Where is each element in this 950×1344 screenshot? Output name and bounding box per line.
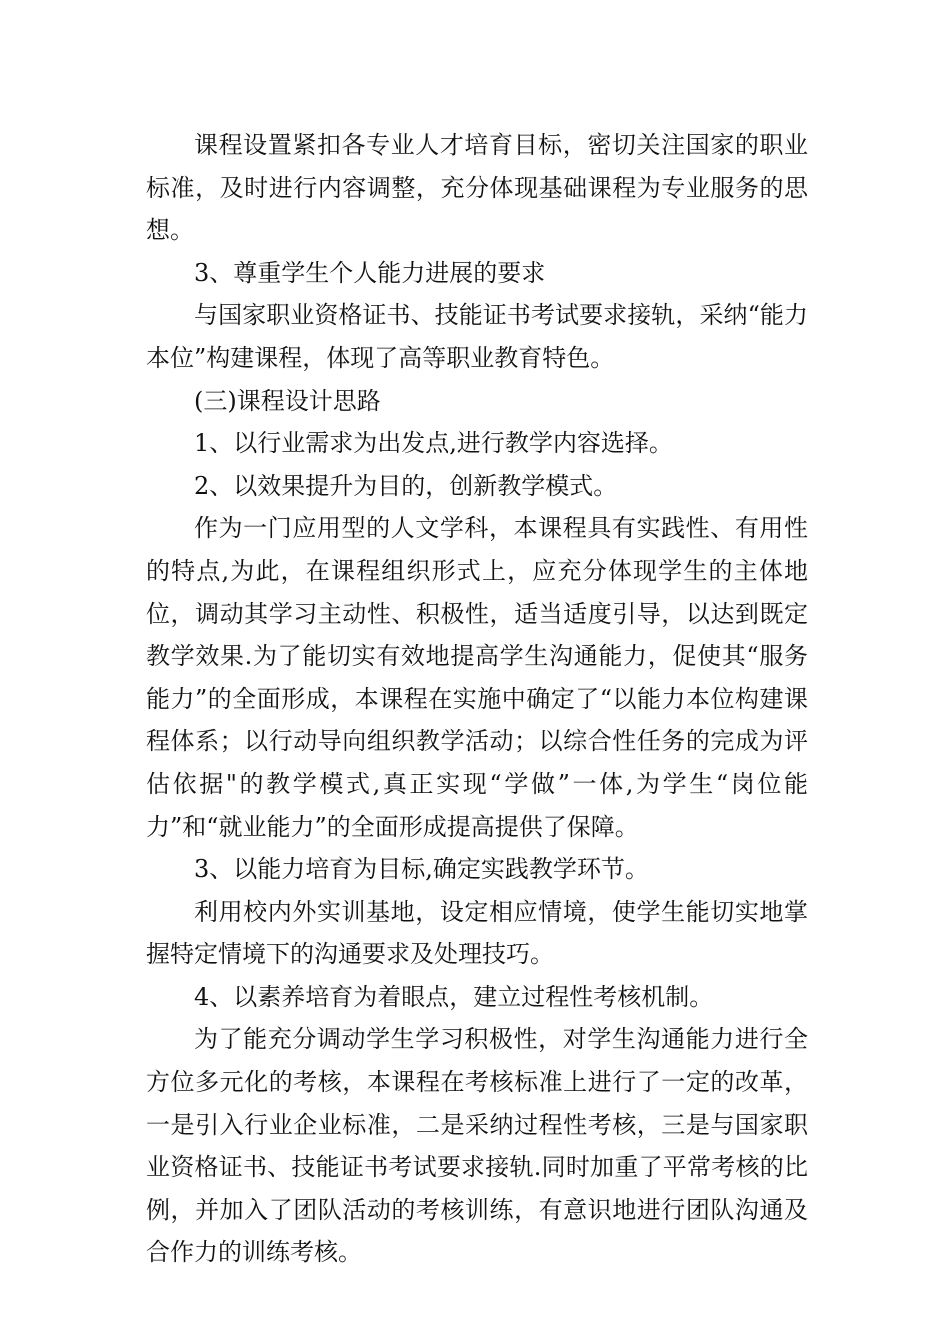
heading-course-design: (三)课程设计思路 — [194, 386, 381, 415]
heading-respect-student-ability: 3、尊重学生个人能力进展的要求 — [194, 258, 546, 287]
heading-teaching-mode: 2、以效果提升为目的，创新教学模式。 — [194, 471, 618, 500]
heading-practice-teaching: 3、以能力培育为目标,确定实践教学环节。 — [194, 855, 649, 884]
paragraph-certificate-alignment: 与国家职业资格证书、技能证书考试要求接轨，采纳“能力本位”构建课程，体现了高等职业教育特色。 — [146, 301, 808, 372]
heading-industry-demand: 1、以行业需求为出发点,进行教学内容选择。 — [194, 429, 673, 458]
document-page — [146, 124, 808, 1274]
paragraph-training-base: 利用校内外实训基地，设定相应情境，使学生能切实地掌握特定情境下的沟通要求及处理技巧。 — [146, 897, 808, 969]
paragraph-course-setting: 课程设置紧扣各专业人才培育目标，密切关注国家的职业标准，及时进行内容调整，充分体现基础课程为专业服务的思想。 — [146, 131, 808, 245]
paragraph-teaching-mode-detail: 作为一门应用型的人文学科，本课程具有实践性、有用性的特点,为此，在课程组织形式上，应充分体现学生的主体地位，调动其学习主动性、积极性，适当适度引导，以达到既定教学效果.为了能切实有效地提高学生沟通能力，促使其“服务能力”的全面形成，本课程在实施中确定了“以能力本位构建课程体系；以行动导向组织教学活动；以综合性任务的完成为评估依据"的教学模式,真正实现“学做”一体,为学生“岗位能力”和“就业能力”的全面形成提高提供了保障。 — [146, 514, 808, 841]
paragraph-assessment-detail: 为了能充分调动学生学习积极性，对学生沟通能力进行全方位多元化的考核，本课程在考核标准上进行了一定的改革，一是引入行业企业标准，二是采纳过程性考核，三是与国家职业资格证书、技能证书考试要求接轨.同时加重了平常考核的比例，并加入了团队活动的考核训练，有意识地进行团队沟通及合作力的训练考核。 — [146, 1025, 808, 1267]
heading-assessment-mechanism: 4、以素养培育为着眼点，建立过程性考核机制。 — [194, 982, 714, 1011]
